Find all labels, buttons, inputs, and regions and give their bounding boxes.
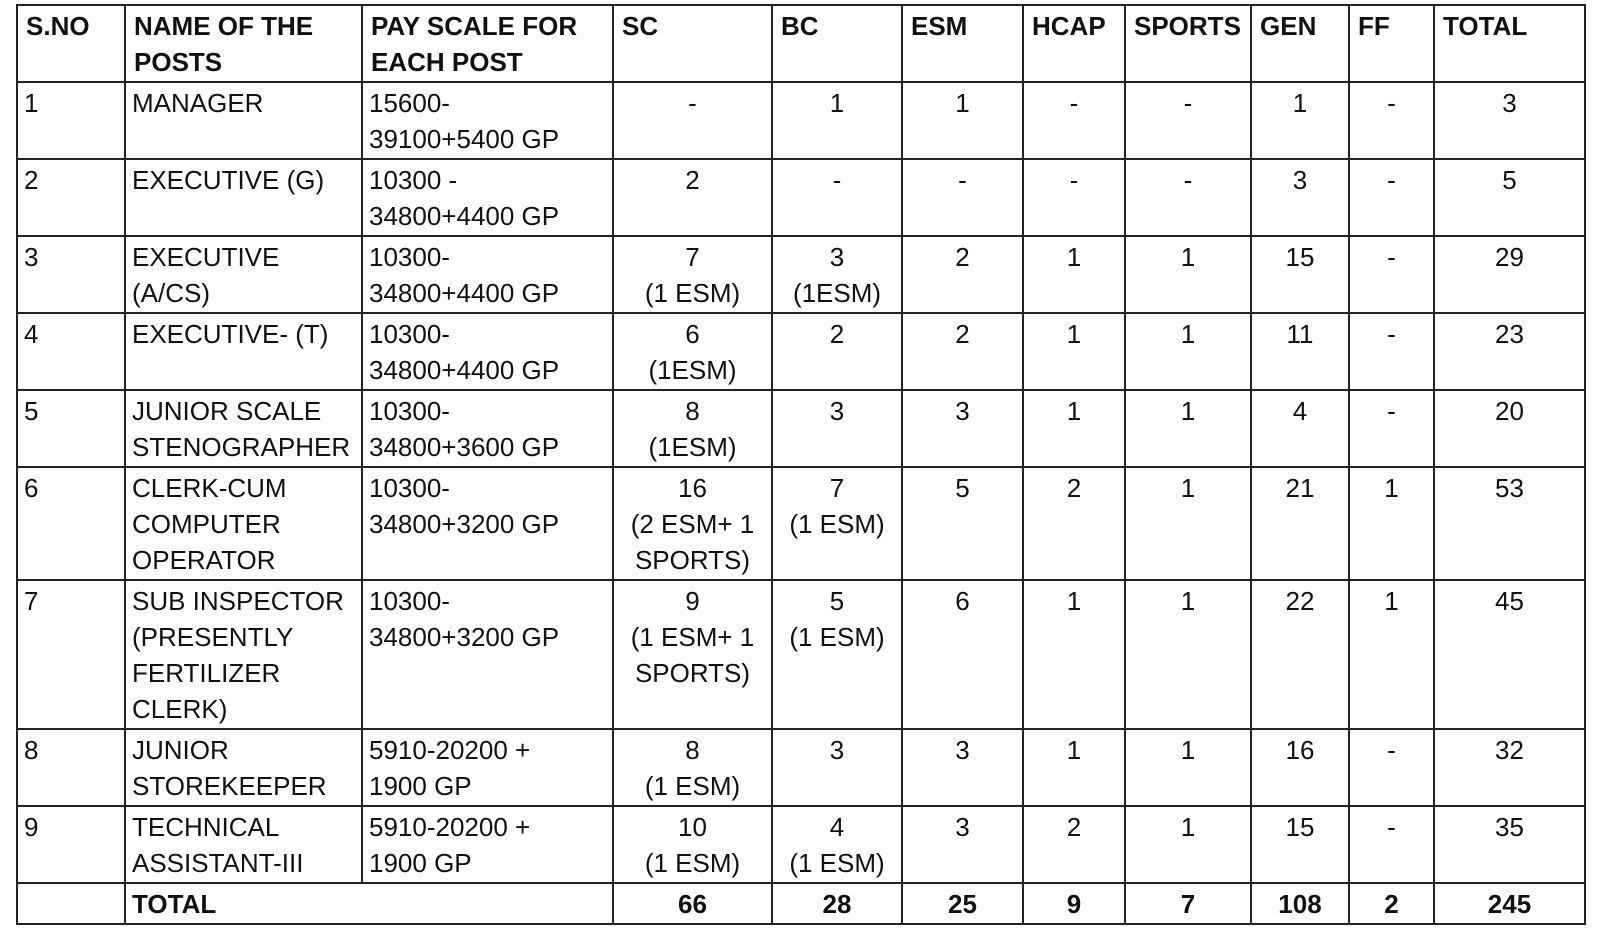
cell-total: 32: [1434, 729, 1585, 806]
cell-sc: -: [613, 82, 772, 159]
cell-esm: 3: [902, 390, 1023, 467]
cell-post-name: EXECUTIVE- (T): [125, 313, 362, 390]
cell-pay-scale: 15600- 39100+5400 GP: [362, 82, 613, 159]
cell-sc: 8 (1 ESM): [613, 729, 772, 806]
cell-ff: -: [1349, 729, 1434, 806]
table-row: [17, 467, 1585, 580]
cell-ff: -: [1349, 159, 1434, 236]
cell-total: 3: [1434, 82, 1585, 159]
total-label: TOTAL: [125, 883, 613, 924]
cell-ff: 1: [1349, 467, 1434, 580]
total-total: 245: [1434, 883, 1585, 924]
cell-pay-scale: 10300- 34800+3200 GP: [362, 580, 613, 729]
cell-bc: 3: [772, 729, 902, 806]
table-row: [17, 729, 1585, 806]
total-esm: 25: [902, 883, 1023, 924]
cell-esm: 1: [902, 82, 1023, 159]
cell-sc: 6 (1ESM): [613, 313, 772, 390]
cell-post-name: JUNIOR STOREKEEPER: [125, 729, 362, 806]
cell-hcap: 2: [1023, 467, 1125, 580]
cell-sports: 1: [1125, 390, 1251, 467]
cell-post-name: EXECUTIVE (G): [125, 159, 362, 236]
cell-bc: 7 (1 ESM): [772, 467, 902, 580]
cell-hcap: 1: [1023, 236, 1125, 313]
cell-bc: -: [772, 159, 902, 236]
cell-gen: 1: [1251, 82, 1349, 159]
header-bc: BC: [772, 5, 902, 82]
cell-esm: 3: [902, 729, 1023, 806]
cell-bc: 2: [772, 313, 902, 390]
total-row: [17, 883, 1585, 924]
cell-sc: 7 (1 ESM): [613, 236, 772, 313]
cell-pay-scale: 10300- 34800+3600 GP: [362, 390, 613, 467]
cell-sports: 1: [1125, 806, 1251, 883]
cell-sports: 1: [1125, 236, 1251, 313]
cell-sports: -: [1125, 159, 1251, 236]
cell-esm: -: [902, 159, 1023, 236]
cell-gen: 3: [1251, 159, 1349, 236]
cell-post-name: MANAGER: [125, 82, 362, 159]
total-sports: 7: [1125, 883, 1251, 924]
cell-sports: 1: [1125, 467, 1251, 580]
cell-gen: 16: [1251, 729, 1349, 806]
cell-post-name: TECHNICAL ASSISTANT-III: [125, 806, 362, 883]
cell-total: 35: [1434, 806, 1585, 883]
cell-sc: 16 (2 ESM+ 1 SPORTS): [613, 467, 772, 580]
cell-ff: -: [1349, 390, 1434, 467]
cell-total: 29: [1434, 236, 1585, 313]
cell-sno: 3: [17, 236, 125, 313]
cell-pay-scale: 5910-20200 + 1900 GP: [362, 806, 613, 883]
cell-sports: 1: [1125, 729, 1251, 806]
total-sc: 66: [613, 883, 772, 924]
table-row: [17, 313, 1585, 390]
total-hcap: 9: [1023, 883, 1125, 924]
cell-ff: -: [1349, 236, 1434, 313]
header-name: NAME OF THE POSTS: [125, 5, 362, 82]
header-sc: SC: [613, 5, 772, 82]
cell-sports: 1: [1125, 580, 1251, 729]
cell-post-name: CLERK-CUM COMPUTER OPERATOR: [125, 467, 362, 580]
cell-sno: 2: [17, 159, 125, 236]
table-row: [17, 159, 1585, 236]
cell-ff: -: [1349, 806, 1434, 883]
cell-hcap: -: [1023, 159, 1125, 236]
cell-post-name: JUNIOR SCALE STENOGRAPHER: [125, 390, 362, 467]
header-hcap: HCAP: [1023, 5, 1125, 82]
cell-esm: 5: [902, 467, 1023, 580]
cell-sports: 1: [1125, 313, 1251, 390]
cell-sc: 9 (1 ESM+ 1 SPORTS): [613, 580, 772, 729]
cell-gen: 15: [1251, 236, 1349, 313]
cell-ff: -: [1349, 82, 1434, 159]
total-gen: 108: [1251, 883, 1349, 924]
cell-bc: 5 (1 ESM): [772, 580, 902, 729]
cell-bc: 3: [772, 390, 902, 467]
cell-bc: 3 (1ESM): [772, 236, 902, 313]
header-pay-scale: PAY SCALE FOR EACH POST: [362, 5, 613, 82]
cell-sports: -: [1125, 82, 1251, 159]
cell-sc: 8 (1ESM): [613, 390, 772, 467]
cell-total: 53: [1434, 467, 1585, 580]
cell-total: 5: [1434, 159, 1585, 236]
cell-gen: 4: [1251, 390, 1349, 467]
table-row: [17, 390, 1585, 467]
cell-ff: -: [1349, 313, 1434, 390]
total-bc: 28: [772, 883, 902, 924]
cell-gen: 11: [1251, 313, 1349, 390]
header-sno: S.NO: [17, 5, 125, 82]
cell-sno: 4: [17, 313, 125, 390]
header-esm: ESM: [902, 5, 1023, 82]
cell-post-name: EXECUTIVE (A/CS): [125, 236, 362, 313]
cell-sno: 7: [17, 580, 125, 729]
total-ff: 2: [1349, 883, 1434, 924]
header-ff: FF: [1349, 5, 1434, 82]
cell-esm: 2: [902, 236, 1023, 313]
cell-hcap: 2: [1023, 806, 1125, 883]
cell-sc: 10 (1 ESM): [613, 806, 772, 883]
cell-pay-scale: 5910-20200 + 1900 GP: [362, 729, 613, 806]
cell-esm: 2: [902, 313, 1023, 390]
cell-esm: 3: [902, 806, 1023, 883]
cell-hcap: 1: [1023, 313, 1125, 390]
cell-sno: 6: [17, 467, 125, 580]
table-row: [17, 82, 1585, 159]
header-sports: SPORTS: [1125, 5, 1251, 82]
header-total: TOTAL: [1434, 5, 1585, 82]
vacancy-table: [16, 4, 1586, 925]
cell-sno: 9: [17, 806, 125, 883]
table-row: [17, 236, 1585, 313]
cell-bc: 1: [772, 82, 902, 159]
cell-sno: 1: [17, 82, 125, 159]
cell-pay-scale: 10300- 34800+4400 GP: [362, 313, 613, 390]
cell-hcap: 1: [1023, 580, 1125, 729]
cell-pay-scale: 10300- 34800+3200 GP: [362, 467, 613, 580]
cell-esm: 6: [902, 580, 1023, 729]
header-gen: GEN: [1251, 5, 1349, 82]
cell-gen: 15: [1251, 806, 1349, 883]
cell-gen: 22: [1251, 580, 1349, 729]
cell-total: 45: [1434, 580, 1585, 729]
cell-total: 23: [1434, 313, 1585, 390]
cell-hcap: 1: [1023, 390, 1125, 467]
cell-hcap: 1: [1023, 729, 1125, 806]
cell-pay-scale: 10300- 34800+4400 GP: [362, 236, 613, 313]
cell-sc: 2: [613, 159, 772, 236]
cell-hcap: -: [1023, 82, 1125, 159]
table-row: [17, 580, 1585, 729]
header-row: [17, 5, 1585, 82]
table-row: [17, 806, 1585, 883]
cell-sno: 5: [17, 390, 125, 467]
cell-ff: 1: [1349, 580, 1434, 729]
cell-bc: 4 (1 ESM): [772, 806, 902, 883]
cell-pay-scale: 10300 - 34800+4400 GP: [362, 159, 613, 236]
cell-total: 20: [1434, 390, 1585, 467]
cell-gen: 21: [1251, 467, 1349, 580]
cell-post-name: SUB INSPECTOR (PRESENTLY FERTILIZER CLERK): [125, 580, 362, 729]
total-blank-cell: [17, 883, 125, 924]
cell-sno: 8: [17, 729, 125, 806]
